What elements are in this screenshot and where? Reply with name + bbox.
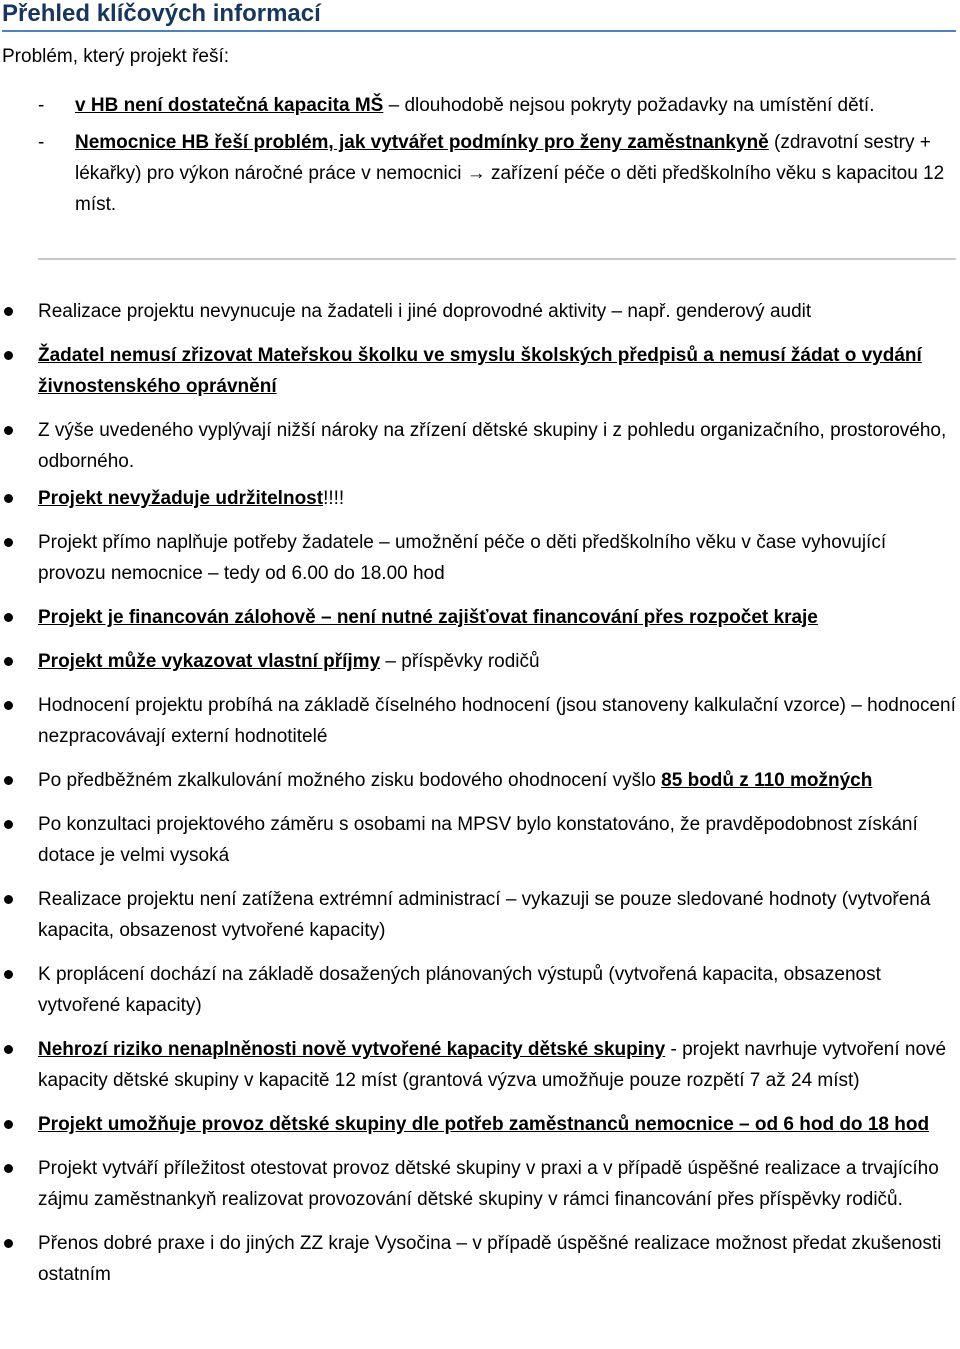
bullet-text: – příspěvky rodičů (380, 651, 540, 672)
problem-emphasis: Nemocnice HB řeší problém, jak vytvářet podmínky pro ženy zaměstnankyně (75, 132, 769, 153)
bullet-item (0, 602, 958, 633)
bullet-item (0, 765, 958, 796)
bullet-dot (4, 1164, 13, 1173)
bullet-item (0, 809, 958, 871)
bullet-text: Realizace projektu nevynucuje na žadateli i jiné doprovodné aktivity – např. genderový audit (38, 301, 812, 322)
bullet-item (0, 527, 958, 589)
bullet-text: !!!! (323, 488, 345, 509)
bullet-text: Hodnocení projektu probíhá na základě číselného hodnocení (jsou stanoveny kalkulační vzorce) – hodnocení nezpracovávají externí hodnotitelé (38, 695, 956, 747)
bullet-dot (4, 307, 13, 316)
problem-text: – dlouhodobě nejsou pokryty požadavky na umístění dětí. (383, 95, 875, 116)
bullet-item (0, 296, 958, 327)
bullet-dot (4, 494, 13, 503)
bullet-dot (4, 1239, 13, 1248)
problem-emphasis: v HB není dostatečná kapacita MŠ (75, 95, 384, 116)
intro-text: Problém, který projekt řeší: (2, 46, 230, 67)
bullet-dot (4, 1120, 13, 1129)
bullet-dot (4, 820, 13, 829)
bullet-text: Po konzultaci projektového záměru s osobami na MPSV bylo konstatováno, že pravděpodobnost získání dotace je velmi vysoká (38, 814, 918, 866)
page-title: Přehled klíčových informací (2, 0, 956, 32)
bullet-item (0, 1034, 958, 1096)
bullet-emphasis: 85 bodů z 110 možných (661, 770, 873, 791)
bullet-text: Realizace projektu není zatížena extrémní administrací – vykazuji se pouze sledované hodnoty (vytvořená kapacita, obsazenost vytvořené kapacity) (38, 889, 931, 941)
bullet-dot (4, 351, 13, 360)
bullet-item (0, 415, 958, 477)
bullet-text: Z výše uvedeného vyplývají nižší nároky na zřízení dětské skupiny i z pohledu organizačního, prostorového, odborného. (38, 420, 947, 472)
bullet-text: Po předběžném zkalkulování možného zisku bodového ohodnocení vyšlo (38, 770, 662, 791)
bullet-emphasis: Nehrozí riziko nenaplněnosti nově vytvořené kapacity dětské skupiny (38, 1039, 666, 1060)
bullet-list (0, 283, 958, 1290)
bullet-emphasis: Projekt může vykazovat vlastní příjmy (38, 651, 381, 672)
dash-marker: - (38, 132, 45, 153)
bullet-item (0, 340, 958, 402)
problem-item (2, 90, 957, 121)
bullet-text: K proplácení dochází na základě dosažených plánovaných výstupů (vytvořená kapacita, obsazenost vytvořené kapacity) (38, 964, 881, 1016)
bullet-dot (4, 613, 13, 622)
bullet-emphasis: Projekt je financován zálohově – není nutné zajišťovat financování přes rozpočet kraje (38, 607, 818, 628)
bullet-emphasis: Žadatel nemusí zřizovat Mateřskou školku ve smyslu školských předpisů a nemusí žádat o vydání živnostenského oprávnění (38, 345, 922, 397)
bullet-dot (4, 426, 13, 435)
bullet-item (0, 646, 958, 677)
bullet-dot (4, 970, 13, 979)
bullet-dot (4, 657, 13, 666)
problem-item (2, 127, 957, 220)
bullet-item (0, 1109, 958, 1140)
bullet-item (0, 1153, 958, 1215)
bullet-text: Přenos dobré praxe i do jiných ZZ kraje Vysočina – v případě úspěšné realizace možnost předat zkušenosti ostatním (38, 1233, 942, 1285)
separator-line (38, 258, 956, 260)
bullet-dot (4, 701, 13, 710)
bullet-item (0, 1228, 958, 1290)
dash-marker: - (38, 95, 45, 116)
bullet-dot (4, 538, 13, 547)
bullet-dot (4, 776, 13, 785)
bullet-item (0, 690, 958, 752)
bullet-item (0, 959, 958, 1021)
bullet-emphasis: Projekt umožňuje provoz dětské skupiny dle potřeb zaměstnanců nemocnice – od 6 hod do 18 hod (38, 1114, 930, 1135)
problem-list (2, 90, 957, 226)
problem-text: (zdravotní sestry + lékařky) pro výkon náročné práce v nemocnici → zařízení péče o děti předškolního věku s kapacitou 12 míst. (75, 132, 945, 215)
bullet-dot (4, 1045, 13, 1054)
bullet-item (0, 884, 958, 946)
bullet-text: Projekt přímo naplňuje potřeby žadatele – umožnění péče o děti předškolního věku v čase vyhovující provozu nemocnice – tedy od 6.00 do 18.00 hod (38, 532, 887, 584)
bullet-text: - projekt navrhuje vytvoření nové kapacity dětské skupiny v kapacitě 12 míst (grantová výzva umožňuje pouze rozpětí 7 až 24 míst) (38, 1039, 947, 1091)
bullet-dot (4, 895, 13, 904)
bullet-emphasis: Projekt nevyžaduje udržitelnost (38, 488, 324, 509)
bullet-text: Projekt vytváří příležitost otestovat provoz dětské skupiny v praxi a v případě úspěšné realizace a trvajícího zájmu zaměstnankyň realizovat provozování dětské skupiny v rámci financování přes příspěvky rodičů. (38, 1158, 939, 1210)
bullet-item (0, 483, 958, 514)
